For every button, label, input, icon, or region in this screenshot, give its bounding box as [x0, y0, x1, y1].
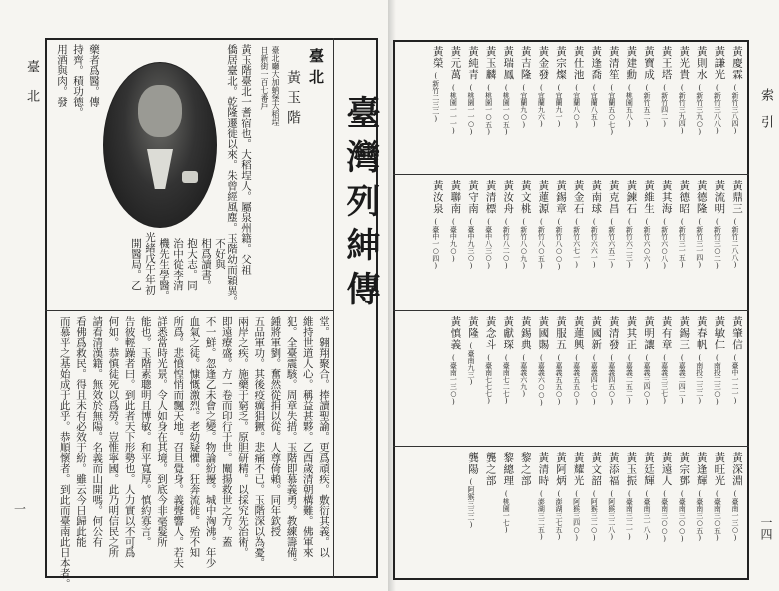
section-title: 臺灣列紳傳 — [340, 95, 380, 315]
portrait-medal — [182, 171, 198, 183]
index-entry-reference: (臺南三○五) — [713, 489, 722, 542]
index-entry — [624, 46, 638, 128]
page-number-right: 一四 — [759, 516, 773, 540]
index-entry-reference: (阿猴三二八) — [607, 489, 616, 541]
index-entry — [536, 452, 550, 541]
index-entry-name: 黃念斗 — [484, 316, 497, 351]
index-entry-name: 黃逢輝 — [695, 452, 708, 487]
bio-column: 堂。翱翔聚合。捧讀聖諭。更爲頑疾。敷衍其義。以 — [318, 316, 330, 558]
index-entry-reference: (新竹二八八) — [731, 217, 739, 269]
index-entry-name: 黃廷輝 — [643, 452, 655, 487]
index-entry-reference: (宜蘭九一) — [555, 83, 563, 128]
index-entry — [589, 452, 603, 542]
index-entry-name: 黃錫章 — [555, 180, 567, 215]
index-entry — [484, 452, 498, 490]
index-entry-reference: (阿猴三四○) — [572, 489, 581, 542]
index-entry — [695, 180, 709, 269]
index-entry-name: 黃隆 — [467, 316, 479, 339]
index-entry-reference: (桃園一○五) — [484, 83, 493, 136]
bio-column: 血氣之徒。慷慨激烈。老幼疑懼。狂奔流徙。殆不知 — [188, 316, 201, 558]
index-entry-reference: (新竹六七一) — [572, 217, 581, 269]
index-entry-reference: (臺中八三○) — [484, 217, 493, 270]
bio-column: 鍾將軍劉。奮然從捐以從。人尊倚賴。同年欽授 — [269, 316, 282, 537]
index-entry-name: 黃維生 — [643, 180, 655, 215]
index-entry — [501, 180, 515, 270]
index-entry-reference: (阿猴三二○) — [590, 489, 599, 542]
running-header-left: 臺北 — [24, 60, 39, 118]
bio-column: 持齊。積功德。 — [72, 44, 84, 118]
index-entry-name: 黃清時 — [537, 452, 550, 487]
index-entry — [466, 316, 480, 386]
index-entry-reference: (宜蘭九六) — [537, 83, 546, 128]
index-entry — [660, 180, 674, 270]
index-entry-name: 黃清標 — [484, 180, 497, 215]
bio-column: 而慕平之基始成于此乎。恭順懷者。到此而臺南此日本者。 — [58, 316, 71, 589]
bio-column: 即遠療盛。方一卷而印行于世。闡揚救世之方。蓋 — [220, 316, 233, 547]
index-entry-name: 黃服五 — [555, 316, 567, 351]
index-entry — [536, 46, 550, 128]
index-entry-name: 黃吉隆 — [519, 46, 532, 81]
bio-column: 詳悉當時光景。令人如身在其境。到底今非毫髮所 — [156, 316, 168, 547]
bio-column: 看佛爲救民。得且未有必效于紛。雖云今日歸此能 — [75, 316, 87, 547]
index-entry-reference: (嘉義二四二) — [678, 353, 687, 405]
index-entry-reference: (臺南三二一) — [625, 489, 634, 541]
index-entry-reference: (新竹五二) — [643, 83, 651, 128]
index-entry-name: 黃德昭 — [678, 180, 691, 215]
index-entry-reference: (新竹六二三) — [625, 217, 634, 269]
index-entry — [501, 46, 515, 136]
index-entry-name: 黃汝泉 — [431, 180, 444, 215]
index-entry-reference: (桃園一一一) — [449, 83, 458, 135]
index-entry-name: 黃則水 — [695, 46, 708, 81]
address-line: 日新街一百七番戶 — [260, 46, 269, 110]
index-entry-reference: (嘉義三三七) — [660, 353, 669, 405]
index-entry-reference: (新竹三八八) — [713, 83, 722, 135]
index-entry-name: 黎總理 — [502, 452, 515, 487]
index-entry — [466, 46, 480, 136]
index-entry-reference: (新竹三八四) — [731, 83, 739, 135]
index-entry — [519, 316, 533, 398]
index-entry — [484, 180, 498, 270]
index-entry — [589, 180, 603, 269]
index-entry-name: 黃遠人 — [660, 452, 673, 487]
index-entry-reference: (桃園五八) — [625, 83, 634, 128]
index-entry-name: 黃慶霖 — [731, 46, 743, 81]
index-entry-name: 黃宗鄧 — [678, 452, 691, 487]
index-entry-name: 黃春帆 — [695, 316, 708, 351]
index-entry-name: 黃金石 — [572, 180, 585, 215]
index-entry-name: 黃旺光 — [713, 452, 726, 487]
index-entry-reference: (桃園一○五) — [502, 83, 511, 136]
portrait-collar — [147, 149, 173, 189]
index-entry-name: 黃肇信 — [731, 316, 743, 351]
index-entry — [519, 180, 533, 270]
index-entry-name: 黃榮 — [431, 46, 444, 69]
index-entry — [484, 316, 498, 405]
bio-column: 相爲讀書。 — [200, 238, 212, 291]
index-entry-name: 黃鼎三 — [731, 180, 743, 215]
index-entry-reference: (新竹四二) — [660, 83, 669, 128]
index-entry — [536, 316, 550, 407]
index-entry-name: 黃流明 — [713, 180, 726, 215]
index-entry-reference: (桃園一七) — [502, 489, 511, 534]
index-entry-reference: (新竹三一五) — [678, 217, 687, 269]
index-entry-name: 黃玉麟 — [484, 46, 497, 81]
index-entry — [677, 316, 691, 405]
index-entry-name: 黃王塔 — [660, 46, 673, 81]
index-entry-name: 黃阿炳 — [555, 452, 567, 487]
index-entry-reference: (新竹三一四) — [695, 217, 704, 269]
index-row-divider — [393, 310, 749, 311]
bio-column: 告彼輕躁者曰。到此者天下形勢也。人力實以不可爲 — [123, 316, 136, 558]
title-column-divider — [333, 38, 334, 578]
bio-column: 黃玉階臺北一耆宿也。大稻埕人。屬泉州籍。父祖 — [240, 44, 252, 275]
index-entry-name: 黃金發 — [537, 46, 550, 81]
index-entry-name: 黃錫三 — [678, 316, 691, 351]
index-entry-name: 黃克昌 — [607, 180, 620, 215]
index-entry-name: 黃國賜 — [537, 316, 550, 351]
bio-column: 不好與 — [214, 238, 226, 270]
index-entry-reference: (臺南七七七) — [484, 353, 493, 405]
index-entry — [695, 452, 709, 542]
index-entry-reference: (臺南三○○) — [660, 489, 669, 543]
index-entry-reference: (臺中一二一) — [731, 353, 739, 405]
index-entry-name: 黃德隆 — [695, 180, 708, 215]
index-entry — [519, 452, 533, 490]
address-line: 臺北廳大加蚋堡大稻埕 — [271, 46, 280, 126]
index-entry-name: 黎之部 — [519, 452, 532, 487]
index-entry — [695, 316, 709, 405]
index-entry-name: 黃宗燦 — [555, 46, 567, 81]
index-entry — [730, 180, 744, 269]
index-entry-reference: (臺中一○四) — [431, 217, 440, 270]
index-entry-reference: (新竹六六一) — [590, 217, 599, 269]
index-entry — [642, 180, 656, 270]
index-entry — [677, 452, 691, 543]
index-entry-name: 黃瑞鳳 — [502, 46, 515, 81]
index-entry — [607, 316, 621, 406]
index-entry — [554, 46, 568, 128]
index-entry-name: 黃建勳 — [625, 46, 638, 81]
running-header-right: 索引 — [758, 88, 773, 142]
index-row-divider — [393, 446, 749, 447]
index-entry-name: 黃耀光 — [572, 452, 585, 487]
index-entry — [589, 46, 603, 128]
index-entry-name: 黃清發 — [607, 316, 620, 351]
index-entry — [448, 46, 462, 135]
index-entry-reference: (臺中九○) — [449, 217, 458, 263]
index-entry — [572, 452, 586, 542]
portrait-photo — [103, 62, 217, 228]
portrait-face — [138, 85, 182, 137]
index-entry — [712, 46, 726, 135]
index-entry — [448, 180, 462, 263]
index-entry — [589, 316, 603, 406]
index-entry-reference: (宜蘭九○) — [519, 83, 528, 129]
index-entry-reference: (臺南七二七) — [502, 353, 511, 405]
index-entry — [519, 46, 533, 129]
index-entry — [448, 316, 462, 406]
bio-column: 何如。恭慎徒死以爲勞。豈惟寧國。此乃明信民之所 — [107, 316, 120, 558]
index-entry-name: 黃南球 — [590, 180, 603, 215]
index-entry — [484, 46, 498, 136]
index-entry-reference: (臺南一三○) — [449, 353, 458, 406]
index-entry-name: 黃蓮興 — [572, 316, 585, 351]
index-entry-name: 黃國新 — [590, 316, 603, 351]
index-entry-name: 龔陽 — [467, 452, 479, 475]
index-entry — [624, 452, 638, 541]
index-entry-reference: (宜蘭八五) — [590, 83, 599, 128]
index-entry-reference: (新竹八○○) — [555, 217, 563, 271]
index-entry-reference: (臺南九三) — [467, 342, 475, 386]
index-entry — [466, 452, 480, 529]
index-entry-name: 黃其正 — [625, 316, 638, 351]
index-entry-reference: (臺南三○○) — [678, 489, 687, 543]
biography-divider — [45, 310, 333, 311]
index-entry-reference: (嘉義四五○) — [607, 353, 616, 406]
bio-column: 兩岸之疾。施藥于窮乏。原胆研精。以採究先治術。 — [237, 316, 249, 558]
index-entry-reference: (新竹六○六) — [643, 217, 651, 270]
index-entry-reference: (桃園一一○) — [467, 83, 475, 136]
index-entry-name: 黃敏仁 — [713, 316, 726, 351]
index-entry-name: 黃逢喬 — [590, 46, 603, 81]
index-entry-name: 黃有章 — [660, 316, 673, 351]
index-entry-reference: (宜蘭八○) — [572, 83, 581, 129]
index-entry-name: 黃純青 — [467, 46, 479, 81]
index-entry-reference: (嘉義三四○) — [643, 353, 651, 406]
index-entry-reference: (宜蘭五○七) — [607, 83, 616, 136]
index-entry — [642, 316, 656, 406]
index-entry — [554, 452, 568, 541]
index-entry-name: 黃寶成 — [643, 46, 655, 81]
bio-column: 不一鮮。忽逢乙未會之變。物論紛擾。城中洶沸。年少 — [204, 316, 217, 568]
index-entry-name: 黃錫典 — [519, 316, 532, 351]
index-entry — [660, 316, 674, 405]
bio-column: 光緒戊午年初 — [144, 232, 156, 295]
index-entry-name: 黃文桃 — [519, 180, 532, 215]
index-entry — [730, 316, 744, 405]
bio-column: 抱大志。同 — [186, 238, 198, 291]
index-entry-name: 黃元萬 — [449, 46, 462, 81]
index-entry — [624, 180, 638, 269]
index-entry-reference: (新竹三九○) — [695, 83, 704, 136]
bio-column: 開醫局。乙 — [130, 238, 142, 291]
index-entry-reference: (澎湖三七五) — [555, 489, 563, 541]
bio-column: 用酒與肉。發 — [56, 44, 68, 107]
index-entry-reference: (臺南一三○) — [731, 489, 739, 542]
index-entry — [501, 452, 515, 534]
bio-column: 犯。全臺震駭。周章失措。玉階即慕義勇。教練籌備。 — [285, 316, 298, 568]
index-entry-name: 黃其海 — [660, 180, 673, 215]
index-entry-reference: (新竹二三二) — [431, 72, 440, 123]
index-entry — [642, 452, 656, 541]
index-entry-reference: (嘉義六九) — [519, 353, 528, 398]
bio-column: 僑居臺北。乾隆遷徙以來。朱曾經風塵。玉階幼而穎異。 — [226, 44, 238, 307]
index-entry-name: 黃謙光 — [713, 46, 726, 81]
index-entry-name: 黃鍊石 — [625, 180, 638, 215]
index-entry — [712, 316, 726, 406]
index-entry — [607, 452, 621, 541]
index-entry — [431, 180, 445, 270]
bio-column: 機先生學醫。 — [158, 238, 170, 301]
index-entry-reference: (嘉義五五○) — [572, 353, 581, 406]
index-entry — [607, 46, 621, 136]
index-entry — [572, 180, 586, 269]
index-entry — [730, 46, 744, 135]
index-entry-name: 黃慎義 — [449, 316, 462, 351]
index-entry — [660, 452, 674, 543]
region-label: 臺北 — [307, 48, 325, 90]
index-entry — [695, 46, 709, 136]
index-entry-name: 龔之部 — [484, 452, 497, 487]
index-entry — [712, 452, 726, 542]
index-entry — [572, 316, 586, 406]
index-entry-reference: (南投二三○) — [713, 353, 722, 406]
index-entry — [624, 316, 638, 405]
index-entry-name: 黃深淵 — [731, 452, 743, 487]
index-entry-name: 黃玉振 — [625, 452, 638, 487]
index-entry-name: 黃文韶 — [590, 452, 603, 487]
index-entry-reference: (臺中九三○) — [467, 217, 475, 270]
index-entry-reference: (臺南三○五) — [695, 489, 704, 542]
index-entry — [677, 180, 691, 269]
index-entry-name: 黃獻琛 — [502, 316, 515, 351]
index-row-divider — [393, 174, 749, 175]
index-entry-reference: (新竹八二○) — [502, 217, 511, 270]
bio-column: 所爲。悲憤惶悄而飄天地。召旦覺身。義聲響人。若夫 — [172, 316, 185, 568]
index-entry-reference: (新竹三九四) — [678, 83, 687, 135]
index-entry — [572, 46, 586, 129]
index-entry-reference: (澎湖三二五) — [537, 489, 546, 541]
index-entry-reference: (嘉義五五○) — [555, 353, 563, 406]
index-entry — [466, 180, 480, 270]
index-entry — [730, 452, 744, 542]
index-entry-name: 黃光貴 — [678, 46, 691, 81]
index-entry-reference: (臺南三一八) — [643, 489, 651, 541]
index-entry-name: 黃清笙 — [607, 46, 620, 81]
index-entry-reference: (阿猴三三二) — [467, 478, 475, 529]
index-entry — [660, 46, 674, 128]
bio-column: 請看清漢籍。無效於無陽。名義而山開嗎。何公有 — [91, 316, 104, 547]
bio-column: 藥者爲醫。傳 — [88, 44, 100, 107]
index-entry — [536, 180, 550, 270]
person-name: 黃玉階 — [285, 70, 301, 130]
index-entry-reference: (嘉義六○○) — [537, 353, 546, 407]
index-entry-reference: (新竹六五二) — [607, 217, 616, 269]
page-number-left: 一 — [14, 502, 27, 516]
index-entry — [554, 316, 568, 406]
bio-column: 維持世道人心。稱益甚夥。乙酉歲清朝構難。佛軍來 — [301, 316, 314, 558]
index-entry-name: 黃蓮源 — [537, 180, 550, 215]
index-entry-reference: (嘉義二五二) — [625, 353, 634, 405]
index-entry-reference: (嘉義四七○) — [590, 353, 599, 406]
index-entry-name: 黃明讓 — [643, 316, 655, 351]
bio-column: 治中從李清 — [172, 238, 184, 291]
index-entry-name: 黃聯南 — [449, 180, 462, 215]
index-entry-name: 黃守南 — [467, 180, 479, 215]
index-entry — [712, 180, 726, 270]
index-entry — [554, 180, 568, 271]
index-entry-name: 黃添福 — [607, 452, 620, 487]
bio-column: 能也。玉階素聰明且博敏。和平寬厚。慎約寡言。 — [139, 316, 152, 547]
index-entry-reference: (新竹八○九) — [519, 217, 528, 270]
index-entry-reference: (新竹六○八) — [660, 217, 669, 270]
index-entry — [607, 180, 621, 269]
index-entry — [501, 316, 515, 405]
index-entry — [677, 46, 691, 135]
index-entry — [431, 46, 445, 123]
index-entry-name: 黃汝舟 — [502, 180, 515, 215]
bio-column: 五品軍功。其後疫癘猖獗。悲痛不已。玉階深以為憂。 — [253, 316, 266, 568]
index-entry-name: 黃仕池 — [572, 46, 585, 81]
index-entry-reference: (新竹三○二) — [713, 217, 722, 270]
index-entry-reference: (新竹八○五) — [537, 217, 546, 270]
index-entry-reference: (南投二三二) — [695, 353, 704, 405]
index-entry — [642, 46, 656, 128]
